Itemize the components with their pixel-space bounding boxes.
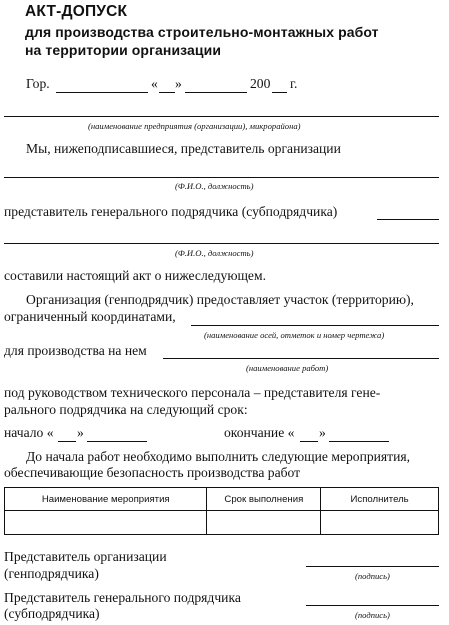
year-suffix: г. (290, 76, 298, 91)
table-cell-deadline[interactable] (207, 511, 321, 535)
for-production-text: для производства на нем (4, 343, 147, 358)
undersigned-text: Мы, нижеподписавшиеся, представитель организации (26, 141, 341, 156)
before-works-text-line2: обеспечивающие безопасность производства работ (4, 465, 301, 480)
signature-2-label-line1: Представитель генерального подрядчика (4, 590, 241, 605)
year-prefix: 200 (250, 76, 271, 91)
table-header-row (5, 488, 439, 511)
table-cell-executor[interactable] (321, 511, 439, 535)
enterprise-field-line[interactable] (4, 116, 439, 117)
provides-text-line2: ограниченный координатами, (4, 309, 176, 324)
column-header-executor: Исполнитель (321, 488, 439, 511)
signature-2-line[interactable] (306, 605, 439, 606)
org-rep-field-line[interactable] (4, 177, 439, 178)
fio-caption-2: (Ф.И.О., должность) (175, 248, 254, 258)
document-subtitle-line1: для производства строительно-монтажных работ (25, 24, 379, 40)
measures-table (4, 487, 439, 535)
column-header-deadline: Срок выполнения (207, 488, 321, 511)
fio-caption-1: (Ф.И.О., должность) (175, 181, 254, 191)
signature-1-label-line1: Представитель организации (4, 549, 167, 564)
start-month-field-line[interactable] (87, 441, 147, 442)
end-day-field-line[interactable] (300, 441, 318, 442)
signature-2-label-line2: (субподрядчика) (4, 606, 100, 621)
coordinates-field-line[interactable] (191, 325, 439, 326)
start-day-field-line[interactable] (58, 441, 76, 442)
city-label: Гор. (26, 76, 50, 91)
signature-2-caption: (подпись) (355, 610, 390, 620)
day-field-line[interactable] (159, 92, 175, 93)
guidance-text-line2: рального подрядчика на следующий срок: (4, 402, 248, 417)
compiled-text: составили настоящий акт о нижеследующем. (4, 268, 266, 283)
document-subtitle-line2: на территории организации (25, 42, 222, 58)
month-field-line[interactable] (185, 92, 247, 93)
provides-text-line1: Организация (генподрядчик) предоставляет участок (территорию), (26, 292, 414, 307)
enterprise-caption: (наименование предприятия (организации), микрорайона) (88, 121, 301, 131)
end-label: окончание « (224, 425, 295, 440)
table-row (5, 511, 439, 535)
start-label: начало « (4, 425, 54, 440)
signature-1-caption: (подпись) (355, 571, 390, 581)
axes-caption: (наименование осей, отметок и номер чертежа) (204, 330, 385, 340)
year-field-line[interactable] (272, 92, 287, 93)
date-quote-close: » (175, 76, 182, 91)
guidance-text-line1: под руководством технического персонала – представителя гене- (4, 385, 381, 400)
end-quote-close: » (319, 425, 326, 440)
contractor-rep-text: представитель генерального подрядчика (субподрядчика) (4, 204, 338, 219)
contractor-rep-field-line[interactable] (377, 219, 439, 220)
works-field-line[interactable] (163, 358, 439, 359)
signature-1-label-line2: (генподрядчика) (4, 566, 99, 581)
start-quote-close: » (77, 425, 84, 440)
date-quote-open: « (151, 76, 158, 91)
city-field-line[interactable] (56, 92, 148, 93)
contractor-rep-field-line-2[interactable] (4, 243, 439, 244)
document-title: АКТ-ДОПУСК (25, 3, 128, 20)
column-header-measure: Наименование мероприятия (5, 488, 207, 511)
signature-1-line[interactable] (306, 566, 439, 567)
end-month-field-line[interactable] (329, 441, 389, 442)
before-works-text-line1: До начала работ необходимо выполнить следующие мероприятия, (26, 449, 411, 464)
works-caption: (наименование работ) (246, 363, 329, 373)
table-cell-measure[interactable] (5, 511, 207, 535)
